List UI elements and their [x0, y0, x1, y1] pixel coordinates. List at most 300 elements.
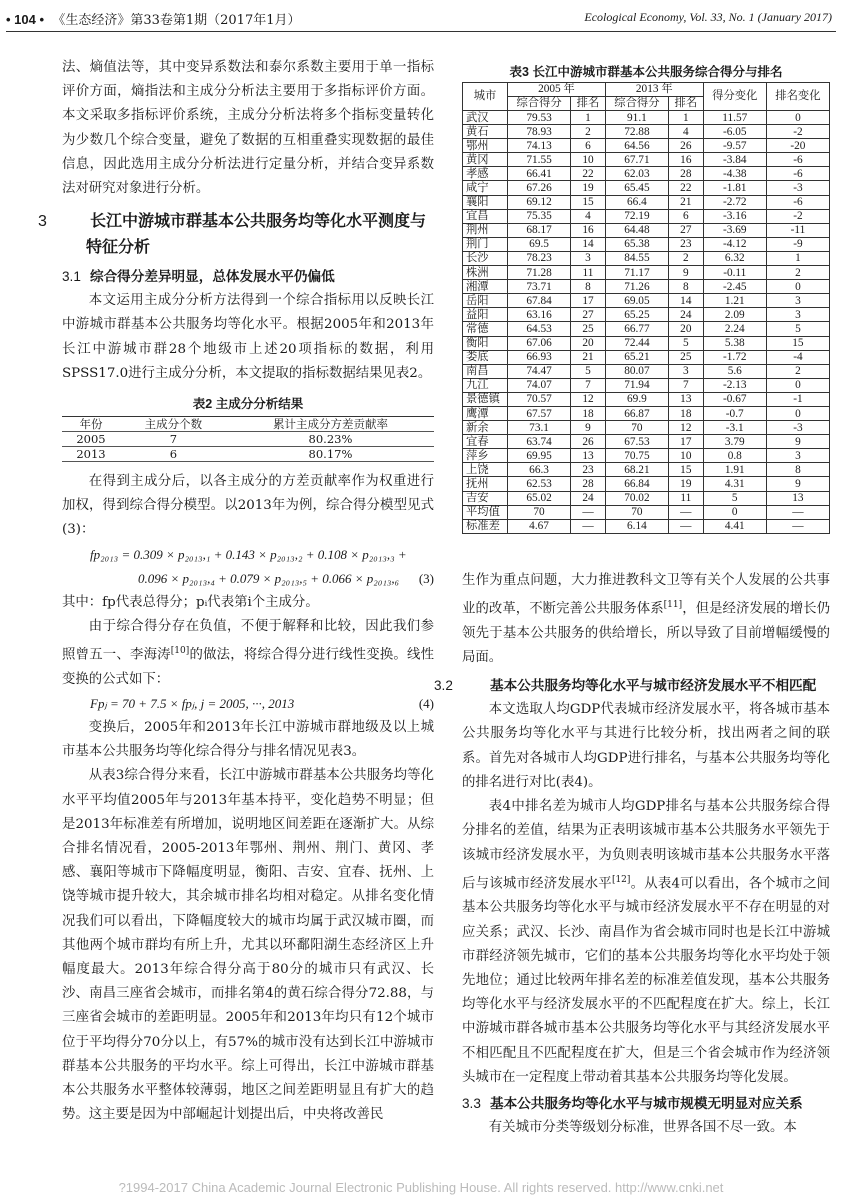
table-3-cell: 16: [571, 223, 606, 237]
paragraph-7: [462, 569, 830, 670]
table-3-cell: 2: [668, 251, 703, 265]
table-3-cell: 65.21: [605, 350, 668, 364]
table-3-cell: 9: [766, 477, 829, 491]
table-3-cell: 70.02: [605, 491, 668, 505]
table-3-cell: 69.9: [605, 392, 668, 406]
table-3-cell: 66.87: [605, 406, 668, 420]
table-3-cell: -1.81: [703, 181, 766, 195]
table-3-cell: 4: [668, 125, 703, 139]
table-3-city-cell: 平均值: [463, 505, 508, 519]
table-3-cell: 0.8: [703, 449, 766, 463]
table-3-caption: 表3 长江中游城市群基本公共服务综合得分与排名: [509, 65, 783, 79]
table-3-cell: 3: [766, 294, 829, 308]
table-3-cell: 9: [766, 435, 829, 449]
table-3-cell: 65.02: [508, 491, 571, 505]
table-3-cell: -4.12: [703, 237, 766, 251]
table-3-cell: 71.28: [508, 266, 571, 280]
table-3-cell: —: [766, 519, 829, 533]
table-3-city-cell: 襄阳: [463, 195, 508, 209]
table-3-cell: 67.57: [508, 406, 571, 420]
table-3-cell: 65.25: [605, 308, 668, 322]
table-3-cell: 80.07: [605, 364, 668, 378]
table-3-cell: 72.44: [605, 336, 668, 350]
table-3-cell: 62.03: [605, 167, 668, 181]
table-3-cell: 78.23: [508, 251, 571, 265]
table-3-city-cell: 南昌: [463, 364, 508, 378]
table-3-city-cell: 吉安: [463, 491, 508, 505]
table-3-cell: -3.69: [703, 223, 766, 237]
table-3-cell: —: [571, 505, 606, 519]
table-3-cell: 23: [668, 237, 703, 251]
table-3-cell: -11: [766, 223, 829, 237]
table-3-cell: 20: [668, 322, 703, 336]
table-3-cell: 63.74: [508, 435, 571, 449]
formula-3-line-2: 0.096 × p₂₀₁₃,₄ + 0.079 × p₂₀₁₃,₅ + 0.066 × p₂₀₁₃,₆: [138, 570, 400, 586]
table-3-cell: 27: [571, 308, 606, 322]
table-3-cell: 28: [571, 477, 606, 491]
table-3-cell: 69.05: [605, 294, 668, 308]
table-3-cell: -0.67: [703, 392, 766, 406]
table-3-row: [463, 505, 830, 519]
table-3-row: [463, 153, 830, 167]
table-3-cell: 17: [668, 435, 703, 449]
table-3-city-cell: 黄冈: [463, 153, 508, 167]
table-3-row: [463, 139, 830, 153]
table-3-cell: 5: [703, 491, 766, 505]
table-3: [462, 82, 830, 534]
table-3-city-cell: 宜春: [463, 435, 508, 449]
table-2-header-cell: 主成分个数: [120, 417, 227, 432]
paragraph-10: 有关城市分类等级划分标准，世界各国不尽一致。本: [488, 1120, 797, 1135]
table-3-cell: -3.1: [703, 421, 766, 435]
table-3-row: [463, 111, 830, 125]
table-3-city-cell: 萍乡: [463, 449, 508, 463]
table-3-cell: 12: [668, 421, 703, 435]
table-3-cell: 5.38: [703, 336, 766, 350]
table-3-cell: 72.19: [605, 209, 668, 223]
table-3-row: [463, 406, 830, 420]
table-3-cell: 67.53: [605, 435, 668, 449]
table-3-cell: 72.88: [605, 125, 668, 139]
table-3-cell: 26: [668, 139, 703, 153]
table-3-row: [463, 209, 830, 223]
table-3-cell: 4.31: [703, 477, 766, 491]
paragraph-2: 在得到主成分后，以各主成分的方差贡献率作为权重进行加权，得到综合得分模型。以2013年为例，综合得分模型见式(3)：: [62, 474, 434, 538]
table-3-cell: 13: [668, 392, 703, 406]
table-3-cell: 6.32: [703, 251, 766, 265]
table-3-row: [463, 167, 830, 181]
citation-11: [11]: [663, 600, 683, 611]
table-3-city-cell: 岳阳: [463, 294, 508, 308]
table-3-cell: -6.05: [703, 125, 766, 139]
table-3-cell: 2: [766, 266, 829, 280]
journal-title-cn: 《生态经济》第33卷第1期（2017年1月）: [52, 13, 301, 28]
table-3-cell: 13: [766, 491, 829, 505]
table-3-cell: 28: [668, 167, 703, 181]
paragraph-7-part-a: 生作为重点问题，大力推进教科文卫等有关个人发展的公共事业的改革，不断完善公共服务体系: [462, 573, 830, 617]
table-3-row: [463, 125, 830, 139]
table-2-row: [62, 432, 434, 447]
paragraph-3: 其中：fp代表总得分；pᵢ代表第i个主成分。: [62, 594, 319, 610]
header-left: [6, 9, 300, 28]
table-3-cell: 71.94: [605, 378, 668, 392]
table-3-row: [463, 378, 830, 392]
table-3-cell: -3.16: [703, 209, 766, 223]
table-3-cell: 1: [766, 251, 829, 265]
table-3-city-cell: 景德镇: [463, 392, 508, 406]
table-3-cell: 6: [668, 209, 703, 223]
section-3-3-title: 基本公共服务均等化水平与城市规模无明显对应关系: [490, 1096, 803, 1111]
table-3-cell: 73.71: [508, 280, 571, 294]
journal-title-en: Ecological Economy, Vol. 33, No. 1 (January 2017): [584, 10, 832, 24]
table-3-cell: 15: [668, 463, 703, 477]
page-number-dot: •: [6, 12, 15, 27]
table-3-row: [463, 491, 830, 505]
table-3-city-cell: 常德: [463, 322, 508, 336]
section-3-number: 3: [38, 213, 47, 231]
paragraph-6: 从表3综合得分来看，长江中游城市群基本公共服务均等化水平平均值2005年与2013年基本持平，变化趋势不明显；但是2013年标准差有所增加，说明地区间差距在逐渐扩大。从综合排名情况看，2005-2013年鄂州、荆州、荆门、黄冈、孝感、襄阳等城市下降幅度明显，衡阳、吉安、宜春、抚州、上饶等城市提升较大，其余城市排名均相对稳定。从排名变化情况我们可以看出，下降幅度较大的城市均属于武汉城市圈，而其他两个城市群均有所上升，尤其以环鄱阳湖生态经济区上升幅度最大。2013年综合得分高于80分的城市只有武汉、长沙、南昌三座省会城市，而排名第4的黄石综合得分72.88，与三座省会城市的差距明显。2005年和2013年均只有12个城市位于平均得分70分以上，有57%的城市没有达到长江中游城市群基本公共服务的平均水平。综上可得出，长江中游城市群基本公共服务水平整体较薄弱，地区之间差距明显且有扩大的趋势。这主要是因为中部崛起计划提出后，中央将改善民: [62, 768, 434, 1123]
table-3-cell: 5: [668, 336, 703, 350]
table-3-cell: 0: [766, 111, 829, 125]
table-3-city-cell: 武汉: [463, 111, 508, 125]
table-3-cell: 66.41: [508, 167, 571, 181]
table-3-header-rank: 排名: [668, 97, 703, 111]
table-3-row: [463, 322, 830, 336]
section-3-2-title: 基本公共服务均等化水平与城市经济发展水平不相匹配: [490, 678, 817, 694]
table-3-cell: 19: [571, 181, 606, 195]
table-3-header-rank-change: 排名变化: [766, 83, 829, 111]
table-3-cell: 66.93: [508, 350, 571, 364]
table-3-row: [463, 449, 830, 463]
table-2: [62, 416, 434, 462]
table-3-row: [463, 266, 830, 280]
table-3-cell: 1: [571, 111, 606, 125]
table-3-cell: 10: [668, 449, 703, 463]
formula-3: [62, 543, 434, 591]
table-3-cell: 10: [571, 153, 606, 167]
table-3-cell: 66.4: [605, 195, 668, 209]
table-3-cell: 67.84: [508, 294, 571, 308]
paragraph-4: [62, 615, 434, 692]
table-3-cell: 71.26: [605, 280, 668, 294]
right-column: [434, 569, 831, 1140]
table-3-cell: 71.55: [508, 153, 571, 167]
table-3-header-2005: 2005 年: [508, 83, 606, 97]
table-3-cell: -0.11: [703, 266, 766, 280]
table-3-cell: 27: [668, 223, 703, 237]
table-3-cell: -3: [766, 421, 829, 435]
table-3-cell: 12: [571, 392, 606, 406]
table-3-cell: —: [668, 519, 703, 533]
table-3-cell: 6: [571, 139, 606, 153]
table-3-row: [463, 435, 830, 449]
table-3-city-cell: 咸宁: [463, 181, 508, 195]
table-2-cell: 6: [120, 447, 227, 462]
table-3-cell: 65.38: [605, 237, 668, 251]
table-3-row: [463, 421, 830, 435]
table-3-city-cell: 娄底: [463, 350, 508, 364]
table-3-city-cell: 湘潭: [463, 280, 508, 294]
table-3-header-row-1: [463, 83, 830, 97]
table-3-city-cell: 鹰潭: [463, 406, 508, 420]
table-3-cell: 67.06: [508, 336, 571, 350]
table-3-cell: 2.24: [703, 322, 766, 336]
formula-3-number: (3): [418, 570, 434, 586]
table-3-cell: 66.84: [605, 477, 668, 491]
table-3-cell: 74.07: [508, 378, 571, 392]
table-3-cell: —: [571, 519, 606, 533]
table-3-row: [463, 280, 830, 294]
table-3-cell: 0: [766, 280, 829, 294]
table-3-cell: -6: [766, 167, 829, 181]
table-3-cell: 5: [766, 322, 829, 336]
table-3-cell: 23: [571, 463, 606, 477]
section-3-1-heading: [62, 265, 434, 289]
table-3-row: [463, 350, 830, 364]
table-3-row: [463, 392, 830, 406]
table-3-cell: 3: [571, 251, 606, 265]
table-3-cell: 26: [571, 435, 606, 449]
table-3-cell: 11: [668, 491, 703, 505]
table-3-cell: 3: [766, 449, 829, 463]
table-3-city-cell: 黄石: [463, 125, 508, 139]
table-3-cell: 70.57: [508, 392, 571, 406]
table-3-row: [463, 223, 830, 237]
table-3-cell: —: [766, 505, 829, 519]
table-3-city-cell: 荆州: [463, 223, 508, 237]
table-3-city-cell: 宜昌: [463, 209, 508, 223]
table-3-cell: -9.57: [703, 139, 766, 153]
section-3-3-number: 3.3: [462, 1096, 481, 1111]
table-3-cell: -4: [766, 350, 829, 364]
table-3-cell: 63.16: [508, 308, 571, 322]
table-3-cell: 70: [605, 421, 668, 435]
table-3-cell: -2.45: [703, 280, 766, 294]
table-3-cell: 15: [766, 336, 829, 350]
table-3-cell: -6: [766, 195, 829, 209]
section-3-2-number: 3.2: [434, 678, 453, 694]
table-3-cell: 69.5: [508, 237, 571, 251]
paragraph-9-part-a: 表4中排名差为城市人均GDP排名与基本公共服务综合得分排名的差值，结果为正表明该城市基本公共服务水平领先于该城市经济发展水平，为负则表明该城市基本公共服务水平落后与该城市经济发展水平: [462, 799, 830, 892]
citation-10: [10]: [170, 646, 190, 657]
table-3-cell: -3.84: [703, 153, 766, 167]
table-3-cell: 64.48: [605, 223, 668, 237]
table-3-cell: 18: [571, 406, 606, 420]
table-3-cell: 6.14: [605, 519, 668, 533]
paragraph-5: 变换后，2005年和2013年长江中游城市群地级及以上城市基本公共服务均等化综合得分与排名情况见表3。: [62, 719, 434, 760]
table-3-cell: 19: [668, 477, 703, 491]
table-3-cell: 25: [668, 350, 703, 364]
table-3-cell: -1.72: [703, 350, 766, 364]
table-3-city-cell: 长沙: [463, 251, 508, 265]
table-3-cell: 67.71: [605, 153, 668, 167]
table-3-header-city: 城市: [463, 83, 508, 111]
header-rule: [6, 31, 836, 32]
table-3-cell: —: [668, 505, 703, 519]
paragraph-8: 本文选取人均GDP代表城市经济发展水平，将各城市基本公共服务均等化水平与其进行比较分析，找出两者之间的联系。首先对各城市人均GDP进行排名，与基本公共服务均等化的排名进行对比(表4)。: [462, 702, 830, 790]
table-3-cell: 71.17: [605, 266, 668, 280]
table-3-cell: 0: [766, 406, 829, 420]
formula-4: [62, 692, 434, 716]
section-3-1-number: 3.1: [62, 269, 81, 285]
table-3-city-cell: 孝感: [463, 167, 508, 181]
table-3-header-score: 综合得分: [605, 97, 668, 111]
table-3-cell: 0: [703, 505, 766, 519]
paragraph-intro: 法、熵值法等，其中变异系数法和泰尔系数主要用于单一指标评价方面，熵指法和主成分分析法主要用于多指标评价方面。本文采取多指标评价系统，主成分分析法将多个指标变量转化为少数几个综合变量，避免了数据的互相重叠实现数据的最佳信息，因此选用主成分分析法进行定量分析，并结合变异系数法对研究对象进行分析。: [62, 60, 434, 197]
table-3-cell: 14: [668, 294, 703, 308]
table-2-cell: 2005: [62, 432, 120, 447]
table-3-city-cell: 抚州: [463, 477, 508, 491]
table-3-row: [463, 195, 830, 209]
table-3-cell: 5: [571, 364, 606, 378]
table-2-cell: 80.17%: [227, 447, 434, 462]
table-2-cell: 7: [120, 432, 227, 447]
table-3-row: [463, 519, 830, 533]
table-3-row: [463, 181, 830, 195]
table-3-cell: 21: [668, 195, 703, 209]
table-3-cell: -2: [766, 209, 829, 223]
table-3-cell: 4: [571, 209, 606, 223]
table-3-cell: 70.75: [605, 449, 668, 463]
table-3-row: [463, 308, 830, 322]
table-3-cell: 64.56: [605, 139, 668, 153]
table-3-cell: 67.26: [508, 181, 571, 195]
table-3-cell: 16: [668, 153, 703, 167]
table-3-row: [463, 364, 830, 378]
table-2-cell: 80.23%: [227, 432, 434, 447]
table-3-cell: 8: [766, 463, 829, 477]
table-3-cell: 7: [571, 378, 606, 392]
table-3-cell: 4.67: [508, 519, 571, 533]
table-3-header-score: 综合得分: [508, 97, 571, 111]
table-3-cell: 8: [571, 280, 606, 294]
table-3-cell: 5.6: [703, 364, 766, 378]
table-3-row: [463, 251, 830, 265]
table-3-cell: 21: [571, 350, 606, 364]
table-3-cell: 3: [766, 308, 829, 322]
table-3-cell: 74.47: [508, 364, 571, 378]
table-3-row: [463, 294, 830, 308]
table-3-cell: 70: [605, 505, 668, 519]
table-2-header-row: [62, 417, 434, 432]
section-3-3-heading: [462, 1092, 830, 1116]
table-3-cell: 79.53: [508, 111, 571, 125]
table-3-cell: 2: [571, 125, 606, 139]
table-3-cell: 18: [668, 406, 703, 420]
paragraph-4-part-b: 的做法，将综合得分进行线性变换。线性变换的公式如下：: [62, 647, 435, 687]
paragraph-1: 本文运用主成分分析方法得到一个综合指标用以反映长江中游城市群基本公共服务均等化水平。根据2005年和2013年长江中游城市群28个地级市上述20项指标的数据，利用SPSS17.0进行主成分分析，本文提取的指标数据结果见表2。: [62, 293, 434, 381]
table-3-body: [463, 111, 830, 534]
formula-4-number: (4): [418, 695, 434, 711]
table-3-cell: 9: [571, 421, 606, 435]
formula-3-line-2-wrap: [62, 567, 434, 591]
table-3-cell: 2: [766, 364, 829, 378]
table-3-cell: 66.77: [605, 322, 668, 336]
table-2-header-cell: 累计主成分方差贡献率: [227, 417, 434, 432]
table-3-header-2013: 2013 年: [605, 83, 703, 97]
table-3-cell: 70: [508, 505, 571, 519]
table-3-city-cell: 衡阳: [463, 336, 508, 350]
table-3-cell: 20: [571, 336, 606, 350]
table-3-cell: 1.21: [703, 294, 766, 308]
table-3-cell: 74.13: [508, 139, 571, 153]
table-3-row: [463, 463, 830, 477]
table-3-cell: 68.21: [605, 463, 668, 477]
section-3-heading: [38, 209, 434, 261]
formula-4-text: Fpⱼ = 70 + 7.5 × fpⱼ, j = 2005, ···, 2013: [90, 695, 295, 711]
table-3-cell: 17: [571, 294, 606, 308]
table-3-cell: 25: [571, 322, 606, 336]
table-3-cell: 4.41: [703, 519, 766, 533]
table-3-cell: 69.12: [508, 195, 571, 209]
table-3-cell: 24: [668, 308, 703, 322]
table-3-cell: 15: [571, 195, 606, 209]
table-3-city-cell: 上饶: [463, 463, 508, 477]
table-3-cell: -2.13: [703, 378, 766, 392]
table-3-cell: 73.1: [508, 421, 571, 435]
page-number: 104: [14, 12, 36, 27]
table-3-cell: 91.1: [605, 111, 668, 125]
table-3-cell: -20: [766, 139, 829, 153]
table-3-city-cell: 株洲: [463, 266, 508, 280]
table-3-cell: 2.09: [703, 308, 766, 322]
table-2-header-cell: 年份: [62, 417, 120, 432]
formula-3-line-1: fp₂₀₁₃ = 0.309 × p₂₀₁₃,₁ + 0.143 × p₂₀₁₃,₂ + 0.108 × p₂₀₁₃,₃ +: [90, 546, 407, 562]
table-3-header-score-change: 得分变化: [703, 83, 766, 111]
table-2-cell: 2013: [62, 447, 120, 462]
table-3-cell: -2: [766, 125, 829, 139]
paragraph-7-part-b: ，但是经济发展的增长仍领先于基本公共服务的供给增长，所以导致了目前增幅缓慢的局面。: [462, 601, 831, 666]
section-3-1-title: 综合得分差异明显，总体发展水平仍偏低: [90, 269, 335, 285]
table-3-cell: 78.93: [508, 125, 571, 139]
section-3-2-heading: [434, 674, 830, 698]
table-3-cell: 14: [571, 237, 606, 251]
table-3-cell: 22: [668, 181, 703, 195]
table-3-row: [463, 237, 830, 251]
table-3-cell: 24: [571, 491, 606, 505]
citation-12: [12]: [611, 874, 631, 885]
table-3-cell: 7: [668, 378, 703, 392]
table-3-city-cell: 标准差: [463, 519, 508, 533]
table-3-cell: 11: [571, 266, 606, 280]
table-3-cell: -9: [766, 237, 829, 251]
table-3-cell: 75.35: [508, 209, 571, 223]
table-3-cell: 68.17: [508, 223, 571, 237]
table-3-cell: 84.55: [605, 251, 668, 265]
table-3-cell: 64.53: [508, 322, 571, 336]
section-3-title: 长江中游城市群基本公共服务均等化水平测度与特征分析: [86, 213, 427, 257]
table-3-city-cell: 鄂州: [463, 139, 508, 153]
table-3-cell: -3: [766, 181, 829, 195]
table-3-cell: 3.79: [703, 435, 766, 449]
table-3-cell: 1: [668, 111, 703, 125]
page-number-dot2: •: [35, 12, 45, 27]
table-3-cell: 3: [668, 364, 703, 378]
table-3-cell: -1: [766, 392, 829, 406]
table-3-cell: 65.45: [605, 181, 668, 195]
paragraph-9: [462, 795, 830, 1090]
table-3-city-cell: 新余: [463, 421, 508, 435]
table-3-cell: 22: [571, 167, 606, 181]
table-3-header-rank: 排名: [571, 97, 606, 111]
table-3-cell: 8: [668, 280, 703, 294]
paragraph-9-part-b: 。从表4可以看出，各个城市之间基本公共服务均等化水平与城市经济发展水平不存在明显的对应关系；武汉、长沙、南昌作为省会城市同时也是长江中游城市群经济领先城市，它们的基本公共服务均等化水平均处于领先地位；通过比较两年排名差的标准差值发现，基本公共服务均等化水平与经济发展水平的不匹配程度在扩大。综上，长江中游城市群各城市基本公共服务均等化水平与其经济发展水平不相匹配且不匹配程度在扩大，但是三个省会城市作为经济领头城市在一定程度上带动着其基本公共服务均等化发展。: [462, 876, 830, 1085]
table-3-city-cell: 九江: [463, 378, 508, 392]
table-3-cell: 11.57: [703, 111, 766, 125]
table-3-cell: 66.3: [508, 463, 571, 477]
left-column: [38, 56, 435, 1127]
page-header: [0, 0, 842, 30]
